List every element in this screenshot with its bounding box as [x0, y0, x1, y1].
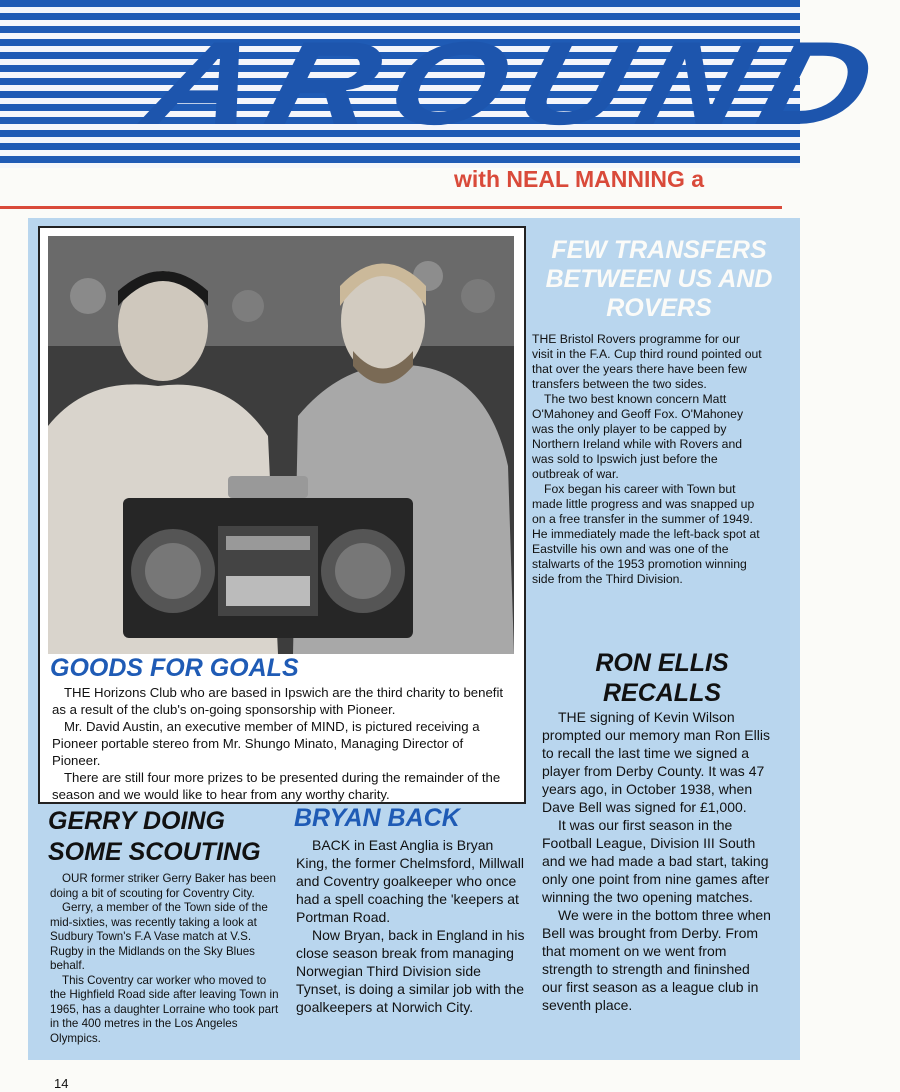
- bryan-back-body: [296, 836, 526, 1016]
- photo-illustration: [48, 236, 514, 654]
- few-transfers-title: FEW TRANSFERS BETWEEN US AND ROVERS: [545, 236, 773, 322]
- goods-for-goals-title: GOODS FOR GOALS: [50, 654, 299, 682]
- paragraph: Now Bryan, back in England in his close season break from managing Norwegian Third Division side Tynset, is doing a similar job with the goalkeepers at Norwich City.: [296, 927, 525, 1015]
- header-rule: [0, 206, 782, 209]
- photo: [48, 236, 514, 654]
- goods-for-goals-body: [52, 684, 514, 803]
- paragraph: We were in the bottom three when Bell was brought from Derby. From that moment on we went from strength to strength and fininshed our first season as a league club in seventh place.: [542, 907, 771, 1013]
- gerry-body: [50, 872, 280, 1046]
- gerry-title: GERRY DOING SOME SCOUTING: [48, 807, 261, 866]
- few-transfers-body: [532, 332, 764, 587]
- paragraph: THE Bristol Rovers programme for our visit in the F.A. Cup third round pointed out that over the years there have been few transfers between the two sides.: [532, 332, 762, 391]
- masthead: [0, 0, 900, 168]
- paragraph: OUR former striker Gerry Baker has been doing a bit of scouting for Coventry City.: [50, 872, 276, 900]
- paragraph: Mr. David Austin, an executive member of MIND, is pictured receiving a Pioneer portable stereo from Mr. Shungo Minato, Managing Director of Pioneer.: [52, 719, 480, 768]
- paragraph: BACK in East Anglia is Bryan King, the former Chelmsford, Millwall and Coventry goalkeeper who once had a spell coaching the 'keepers at Portman Road.: [296, 837, 524, 925]
- paragraph: He immediately made the left-back spot at Eastville his own and was one of the stalwarts of the 1953 promotion winning side from the Third Division.: [532, 527, 760, 586]
- ron-ellis-title: RON ELLIS RECALLS: [595, 649, 729, 707]
- masthead-title: AROUND: [133, 17, 900, 150]
- ron-ellis-body: [542, 708, 772, 1014]
- paragraph: Gerry, a member of the Town side of the mid-sixties, was recently taking a look at Sudbury Town's F.A Vase match at V.S. Rugby in the Midlands on the Sky Blues behalf.: [50, 901, 268, 972]
- paragraph: It was our first season in the Football League, Division III South and we had made a bad start, taking only one point from nine games after winning the two opening matches.: [542, 817, 770, 905]
- photo-story-box: [38, 226, 526, 804]
- paragraph: THE Horizons Club who are based in Ipswich are the third charity to benefit as a result of the club's on-going sponsorship with Pioneer.: [52, 685, 504, 717]
- paragraph: Fox began his career with Town but made little progress and was snapped up on a free transfer in the summer of 1949.: [532, 482, 755, 526]
- paragraph: There are still four more prizes to be presented during the remainder of the season and we would like to hear from any worthy charity.: [52, 770, 501, 802]
- paragraph: This Coventry car worker who moved to the Highfield Road side after leaving Town in 1965, has a daughter Lorraine who took part in the 400 metres in the Los Angeles Olympics.: [50, 973, 279, 1045]
- paragraph: The two best known concern Matt O'Mahoney and Geoff Fox. O'Mahoney was the only player to be capped by Northern Ireland while with Rovers and was sold to Ipswich just before the outbreak of war.: [532, 392, 744, 481]
- bryan-back-title: BRYAN BACK: [294, 804, 460, 832]
- paragraph: THE signing of Kevin Wilson prompted our memory man Ron Ellis to recall the last time we signed a player from Derby County. It was 47 years ago, in October 1938, when Dave Bell was signed for £1,000.: [542, 709, 770, 815]
- byline: with NEAL MANNING a: [454, 166, 705, 192]
- page-number: 14: [54, 1076, 69, 1091]
